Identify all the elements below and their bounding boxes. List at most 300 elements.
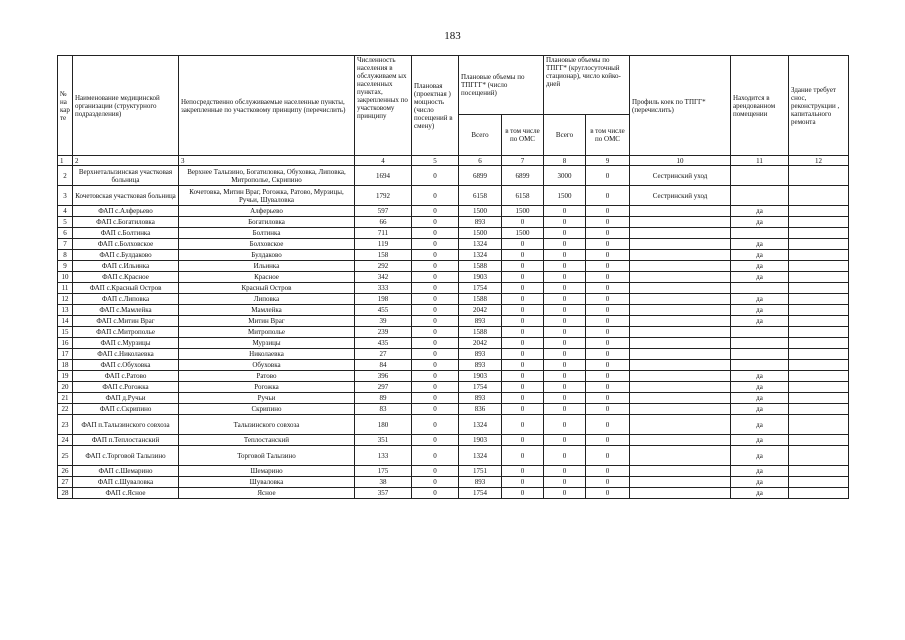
- bed-profile-cell: [630, 294, 731, 305]
- visits-total-cell: 6899: [459, 166, 502, 186]
- days-total-cell: 0: [544, 415, 586, 435]
- settlements-cell: Болховское: [179, 239, 355, 250]
- header-visits-oms: в том числе по ОМС: [502, 115, 544, 156]
- org-name-cell: Кочетовская участковая больница: [73, 186, 179, 206]
- table-row: [58, 371, 849, 382]
- bed-profile-cell: [630, 272, 731, 283]
- days-oms-cell: 0: [586, 404, 630, 415]
- visits-total-cell: 1588: [459, 294, 502, 305]
- settlements-cell: Красный Остров: [179, 283, 355, 294]
- row-number-cell: 22: [58, 404, 73, 415]
- header-days-oms: в том числе по ОМС: [586, 115, 630, 156]
- repair-flag-cell: [789, 446, 849, 466]
- visits-oms-cell: 0: [502, 239, 544, 250]
- settlements-cell: Обуховка: [179, 360, 355, 371]
- settlements-cell: Торговой Талызино: [179, 446, 355, 466]
- days-total-cell: 0: [544, 435, 586, 446]
- table-row: [58, 239, 849, 250]
- days-oms-cell: 0: [586, 316, 630, 327]
- population-cell: 66: [355, 217, 412, 228]
- population-cell: 84: [355, 360, 412, 371]
- days-oms-cell: 0: [586, 349, 630, 360]
- population-cell: 351: [355, 435, 412, 446]
- header-org: Наименование медицинской организации (структурного подразделения): [73, 56, 179, 156]
- days-total-cell: 0: [544, 250, 586, 261]
- capacity-cell: 0: [412, 435, 459, 446]
- population-cell: 158: [355, 250, 412, 261]
- row-number-cell: 12: [58, 294, 73, 305]
- bed-profile-cell: [630, 488, 731, 499]
- visits-total-cell: 1903: [459, 371, 502, 382]
- visits-total-cell: 836: [459, 404, 502, 415]
- visits-total-cell: 1500: [459, 228, 502, 239]
- table-row: [58, 166, 849, 186]
- population-cell: 38: [355, 477, 412, 488]
- rented-flag-cell: [731, 166, 789, 186]
- days-total-cell: 0: [544, 466, 586, 477]
- org-name-cell: ФАП с.Торговой Талызино: [73, 446, 179, 466]
- capacity-cell: 0: [412, 466, 459, 477]
- population-cell: 711: [355, 228, 412, 239]
- visits-oms-cell: 0: [502, 338, 544, 349]
- visits-total-cell: 6158: [459, 186, 502, 206]
- row-number-cell: 23: [58, 415, 73, 435]
- visits-total-cell: 1903: [459, 435, 502, 446]
- bed-profile-cell: [630, 239, 731, 250]
- row-number-cell: 25: [58, 446, 73, 466]
- settlements-cell: Красное: [179, 272, 355, 283]
- repair-flag-cell: [789, 338, 849, 349]
- rented-flag-cell: да: [731, 371, 789, 382]
- days-total-cell: 0: [544, 261, 586, 272]
- org-name-cell: ФАП с.Митин Враг: [73, 316, 179, 327]
- repair-flag-cell: [789, 327, 849, 338]
- row-number-cell: 24: [58, 435, 73, 446]
- table-row: [58, 327, 849, 338]
- bed-profile-cell: [630, 338, 731, 349]
- repair-flag-cell: [789, 294, 849, 305]
- repair-flag-cell: [789, 239, 849, 250]
- repair-flag-cell: [789, 393, 849, 404]
- rented-flag-cell: да: [731, 488, 789, 499]
- settlements-cell: Кочетовка, Митин Враг, Рогожка, Ратово, Мурзицы, Ручьи, Шуваловка: [179, 186, 355, 206]
- days-oms-cell: 0: [586, 283, 630, 294]
- rented-flag-cell: да: [731, 217, 789, 228]
- header-days-total: Всего: [544, 115, 586, 156]
- visits-oms-cell: 0: [502, 261, 544, 272]
- col-number: 8: [544, 156, 586, 166]
- rented-flag-cell: да: [731, 206, 789, 217]
- visits-total-cell: 1754: [459, 283, 502, 294]
- rented-flag-cell: да: [731, 250, 789, 261]
- row-number-cell: 17: [58, 349, 73, 360]
- days-total-cell: 0: [544, 283, 586, 294]
- org-name-cell: ФАП с.Красный Остров: [73, 283, 179, 294]
- days-oms-cell: 0: [586, 371, 630, 382]
- row-number-cell: 14: [58, 316, 73, 327]
- row-number-cell: 28: [58, 488, 73, 499]
- bed-profile-cell: [630, 415, 731, 435]
- table-row: [58, 446, 849, 466]
- bed-profile-cell: [630, 360, 731, 371]
- visits-total-cell: 1324: [459, 239, 502, 250]
- org-name-cell: ФАП с.Митрополье: [73, 327, 179, 338]
- row-number-cell: 19: [58, 371, 73, 382]
- days-total-cell: 0: [544, 305, 586, 316]
- population-cell: 1694: [355, 166, 412, 186]
- population-cell: 597: [355, 206, 412, 217]
- rented-flag-cell: да: [731, 294, 789, 305]
- visits-oms-cell: 6899: [502, 166, 544, 186]
- col-number: 5: [412, 156, 459, 166]
- bed-profile-cell: [630, 435, 731, 446]
- bed-profile-cell: [630, 206, 731, 217]
- table-row: [58, 186, 849, 206]
- row-number-cell: 21: [58, 393, 73, 404]
- population-cell: 292: [355, 261, 412, 272]
- row-number-cell: 26: [58, 466, 73, 477]
- col-number: 11: [731, 156, 789, 166]
- table-row: [58, 382, 849, 393]
- days-oms-cell: 0: [586, 382, 630, 393]
- rented-flag-cell: [731, 338, 789, 349]
- visits-oms-cell: 0: [502, 446, 544, 466]
- days-total-cell: 0: [544, 272, 586, 283]
- bed-profile-cell: [630, 446, 731, 466]
- repair-flag-cell: [789, 404, 849, 415]
- settlements-cell: Алферьево: [179, 206, 355, 217]
- days-oms-cell: 0: [586, 239, 630, 250]
- capacity-cell: 0: [412, 206, 459, 217]
- days-total-cell: 0: [544, 327, 586, 338]
- row-number-cell: 8: [58, 250, 73, 261]
- repair-flag-cell: [789, 206, 849, 217]
- header-profile: Профиль коек по ТПГГ* (перечислить): [630, 56, 731, 156]
- col-number: 12: [789, 156, 849, 166]
- visits-oms-cell: 0: [502, 371, 544, 382]
- bed-profile-cell: [630, 261, 731, 272]
- header-repair: Здание требует снос, реконструкции , капитального ремонта: [789, 56, 849, 156]
- days-oms-cell: 0: [586, 186, 630, 206]
- capacity-cell: 0: [412, 283, 459, 294]
- table-row: [58, 393, 849, 404]
- settlements-cell: Ратово: [179, 371, 355, 382]
- days-oms-cell: 0: [586, 466, 630, 477]
- settlements-cell: Шемарино: [179, 466, 355, 477]
- days-oms-cell: 0: [586, 166, 630, 186]
- row-number-cell: 11: [58, 283, 73, 294]
- bed-profile-cell: [630, 305, 731, 316]
- visits-oms-cell: 0: [502, 393, 544, 404]
- days-total-cell: 0: [544, 338, 586, 349]
- row-number-cell: 27: [58, 477, 73, 488]
- table-row: [58, 305, 849, 316]
- table-row: [58, 228, 849, 239]
- settlements-cell: Теплостанский: [179, 435, 355, 446]
- table-row: [58, 415, 849, 435]
- visits-total-cell: 893: [459, 360, 502, 371]
- col-number: 3: [179, 156, 355, 166]
- population-cell: 396: [355, 371, 412, 382]
- visits-total-cell: 1588: [459, 261, 502, 272]
- org-name-cell: Верхнеталызинская участковая больница: [73, 166, 179, 186]
- population-cell: 198: [355, 294, 412, 305]
- header-population: Численность населения в обслуживаем ых населенных пунктах, закрепленных по участковому принципу: [355, 56, 412, 156]
- days-oms-cell: 0: [586, 217, 630, 228]
- days-total-cell: 0: [544, 316, 586, 327]
- visits-oms-cell: 0: [502, 488, 544, 499]
- visits-total-cell: 2042: [459, 338, 502, 349]
- row-number-cell: 15: [58, 327, 73, 338]
- settlements-cell: Мурзицы: [179, 338, 355, 349]
- rented-flag-cell: да: [731, 446, 789, 466]
- bed-profile-cell: [630, 382, 731, 393]
- capacity-cell: 0: [412, 415, 459, 435]
- days-oms-cell: 0: [586, 327, 630, 338]
- visits-oms-cell: 0: [502, 305, 544, 316]
- row-number-cell: 6: [58, 228, 73, 239]
- days-total-cell: 0: [544, 382, 586, 393]
- visits-oms-cell: 0: [502, 294, 544, 305]
- bed-profile-cell: [630, 228, 731, 239]
- days-total-cell: 0: [544, 488, 586, 499]
- capacity-cell: 0: [412, 488, 459, 499]
- visits-total-cell: 1324: [459, 415, 502, 435]
- visits-total-cell: 1324: [459, 446, 502, 466]
- org-name-cell: ФАП с.Булдаково: [73, 250, 179, 261]
- table-row: [58, 261, 849, 272]
- days-oms-cell: 0: [586, 261, 630, 272]
- days-oms-cell: 0: [586, 415, 630, 435]
- col-number: 10: [630, 156, 731, 166]
- visits-oms-cell: 0: [502, 349, 544, 360]
- days-oms-cell: 0: [586, 477, 630, 488]
- row-number-cell: 4: [58, 206, 73, 217]
- repair-flag-cell: [789, 228, 849, 239]
- visits-oms-cell: 0: [502, 466, 544, 477]
- days-oms-cell: 0: [586, 294, 630, 305]
- population-cell: 357: [355, 488, 412, 499]
- capacity-cell: 0: [412, 261, 459, 272]
- days-total-cell: 0: [544, 239, 586, 250]
- repair-flag-cell: [789, 488, 849, 499]
- days-total-cell: 0: [544, 371, 586, 382]
- settlements-cell: Ручьи: [179, 393, 355, 404]
- visits-total-cell: 1754: [459, 382, 502, 393]
- capacity-cell: 0: [412, 250, 459, 261]
- repair-flag-cell: [789, 382, 849, 393]
- population-cell: 175: [355, 466, 412, 477]
- visits-oms-cell: 0: [502, 316, 544, 327]
- rented-flag-cell: да: [731, 466, 789, 477]
- days-oms-cell: 0: [586, 488, 630, 499]
- repair-flag-cell: [789, 435, 849, 446]
- org-name-cell: ФАП с.Ильинка: [73, 261, 179, 272]
- org-name-cell: ФАП с.Рогожка: [73, 382, 179, 393]
- org-name-cell: ФАП п.Талызинского совхоза: [73, 415, 179, 435]
- capacity-cell: 0: [412, 382, 459, 393]
- table-row: [58, 338, 849, 349]
- org-name-cell: ФАП с.Богатиловка: [73, 217, 179, 228]
- capacity-cell: 0: [412, 349, 459, 360]
- org-name-cell: ФАП с.Ясное: [73, 488, 179, 499]
- row-number-cell: 3: [58, 186, 73, 206]
- repair-flag-cell: [789, 166, 849, 186]
- population-cell: 180: [355, 415, 412, 435]
- rented-flag-cell: да: [731, 382, 789, 393]
- capacity-cell: 0: [412, 371, 459, 382]
- settlements-cell: Митрополье: [179, 327, 355, 338]
- rented-flag-cell: [731, 327, 789, 338]
- col-number: 7: [502, 156, 544, 166]
- org-name-cell: ФАП с.Шуваловка: [73, 477, 179, 488]
- rented-flag-cell: [731, 283, 789, 294]
- bed-profile-cell: [630, 477, 731, 488]
- row-number-cell: 13: [58, 305, 73, 316]
- header-row: [58, 56, 849, 115]
- col-number: 6: [459, 156, 502, 166]
- rented-flag-cell: да: [731, 272, 789, 283]
- visits-total-cell: 1754: [459, 488, 502, 499]
- days-total-cell: 0: [544, 477, 586, 488]
- bed-profile-cell: [630, 250, 731, 261]
- org-name-cell: ФАП д.Ручьи: [73, 393, 179, 404]
- days-oms-cell: 0: [586, 305, 630, 316]
- rented-flag-cell: да: [731, 477, 789, 488]
- settlements-cell: Мамлейка: [179, 305, 355, 316]
- population-cell: 133: [355, 446, 412, 466]
- days-total-cell: 0: [544, 349, 586, 360]
- visits-oms-cell: 6158: [502, 186, 544, 206]
- population-cell: 435: [355, 338, 412, 349]
- header-num: № на кар те: [58, 56, 73, 156]
- bed-profile-cell: [630, 404, 731, 415]
- visits-oms-cell: 0: [502, 415, 544, 435]
- visits-oms-cell: 0: [502, 477, 544, 488]
- visits-oms-cell: 0: [502, 283, 544, 294]
- days-oms-cell: 0: [586, 435, 630, 446]
- days-total-cell: 0: [544, 294, 586, 305]
- header-capacity: Плановая (проектная ) мощность (число посещений в смену): [412, 56, 459, 156]
- row-number-cell: 16: [58, 338, 73, 349]
- settlements-cell: Ильинка: [179, 261, 355, 272]
- table-row: [58, 294, 849, 305]
- capacity-cell: 0: [412, 166, 459, 186]
- capacity-cell: 0: [412, 316, 459, 327]
- rented-flag-cell: [731, 186, 789, 206]
- capacity-cell: 0: [412, 338, 459, 349]
- visits-total-cell: 893: [459, 477, 502, 488]
- visits-oms-cell: 0: [502, 360, 544, 371]
- capacity-cell: 0: [412, 294, 459, 305]
- days-total-cell: 0: [544, 393, 586, 404]
- capacity-cell: 0: [412, 272, 459, 283]
- table-body: [58, 166, 849, 499]
- capacity-cell: 0: [412, 239, 459, 250]
- settlements-cell: Николаевка: [179, 349, 355, 360]
- table-row: [58, 250, 849, 261]
- rented-flag-cell: да: [731, 393, 789, 404]
- days-total-cell: 0: [544, 360, 586, 371]
- repair-flag-cell: [789, 360, 849, 371]
- bed-profile-cell: [630, 283, 731, 294]
- capacity-cell: 0: [412, 327, 459, 338]
- population-cell: 239: [355, 327, 412, 338]
- visits-oms-cell: 0: [502, 404, 544, 415]
- bed-profile-cell: [630, 316, 731, 327]
- days-oms-cell: 0: [586, 360, 630, 371]
- days-total-cell: 0: [544, 446, 586, 466]
- org-name-cell: ФАП с.Алферьево: [73, 206, 179, 217]
- rented-flag-cell: да: [731, 404, 789, 415]
- org-name-cell: ФАП с.Мамлейка: [73, 305, 179, 316]
- repair-flag-cell: [789, 250, 849, 261]
- repair-flag-cell: [789, 477, 849, 488]
- days-oms-cell: 0: [586, 228, 630, 239]
- visits-oms-cell: 0: [502, 250, 544, 261]
- visits-total-cell: 1903: [459, 272, 502, 283]
- population-cell: 89: [355, 393, 412, 404]
- visits-oms-cell: 0: [502, 217, 544, 228]
- visits-total-cell: 1500: [459, 206, 502, 217]
- table-row: [58, 466, 849, 477]
- org-name-cell: ФАП с.Красное: [73, 272, 179, 283]
- org-name-cell: ФАП с.Ратово: [73, 371, 179, 382]
- capacity-cell: 0: [412, 446, 459, 466]
- visits-total-cell: 1324: [459, 250, 502, 261]
- days-oms-cell: 0: [586, 272, 630, 283]
- row-number-cell: 5: [58, 217, 73, 228]
- header-visits-total: Всего: [459, 115, 502, 156]
- bed-profile-cell: [630, 466, 731, 477]
- repair-flag-cell: [789, 217, 849, 228]
- table-row: [58, 217, 849, 228]
- days-total-cell: 1500: [544, 186, 586, 206]
- settlements-cell: Болтинка: [179, 228, 355, 239]
- row-number-cell: 9: [58, 261, 73, 272]
- visits-total-cell: 1751: [459, 466, 502, 477]
- repair-flag-cell: [789, 261, 849, 272]
- table-row: [58, 488, 849, 499]
- rented-flag-cell: да: [731, 239, 789, 250]
- repair-flag-cell: [789, 316, 849, 327]
- population-cell: 297: [355, 382, 412, 393]
- visits-total-cell: 1588: [459, 327, 502, 338]
- bed-profile-cell: [630, 327, 731, 338]
- row-number-cell: 20: [58, 382, 73, 393]
- visits-oms-cell: 0: [502, 327, 544, 338]
- org-name-cell: ФАП п.Теплостанский: [73, 435, 179, 446]
- bed-profile-cell: [630, 349, 731, 360]
- col-number: 1: [58, 156, 73, 166]
- org-name-cell: ФАП с.Скрипино: [73, 404, 179, 415]
- repair-flag-cell: [789, 272, 849, 283]
- table-row: [58, 435, 849, 446]
- settlements-cell: Талызинского совхоза: [179, 415, 355, 435]
- rented-flag-cell: да: [731, 415, 789, 435]
- settlements-cell: Верхнее Талызино, Богатиловка, Обуховка, Липовка, Митрополье, Скрипино: [179, 166, 355, 186]
- rented-flag-cell: да: [731, 435, 789, 446]
- rented-flag-cell: [731, 228, 789, 239]
- days-total-cell: 0: [544, 206, 586, 217]
- visits-oms-cell: 0: [502, 435, 544, 446]
- header-settlements: Непосредственно обслуживаемые населенные пункты, закрепленные по участковому принципу (перечислить): [179, 56, 355, 156]
- settlements-cell: Митин Враг: [179, 316, 355, 327]
- population-cell: 83: [355, 404, 412, 415]
- row-number-cell: 10: [58, 272, 73, 283]
- table-row: [58, 477, 849, 488]
- capacity-cell: 0: [412, 217, 459, 228]
